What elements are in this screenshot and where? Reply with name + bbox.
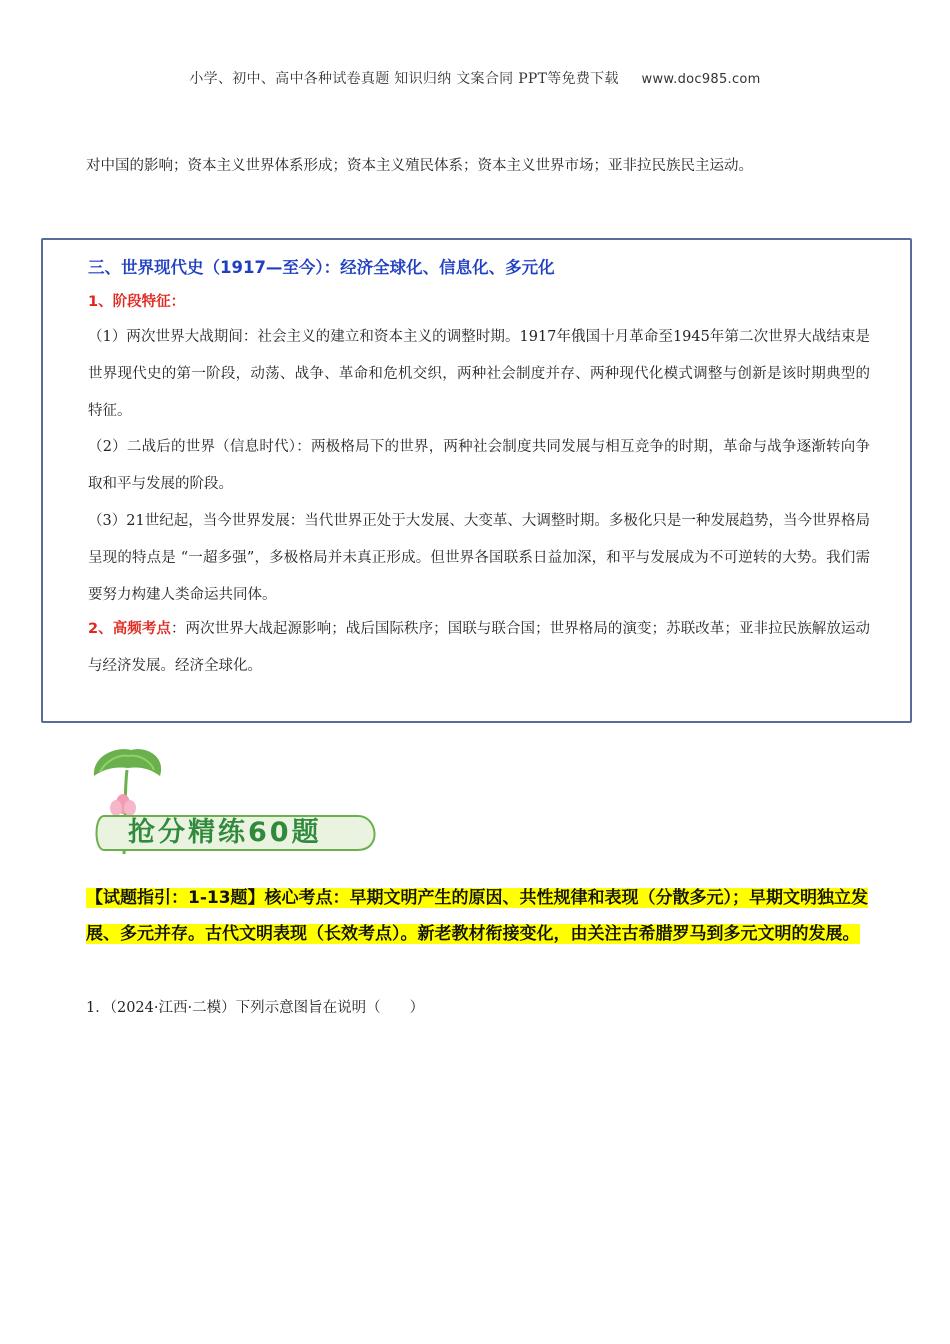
question-guide — [86, 880, 871, 952]
hot-points-label: 2、高频考点 — [88, 621, 171, 637]
section-title: 三、世界现代史（1917—至今）：经济全球化、信息化、多元化 — [88, 258, 555, 277]
section-box — [41, 238, 912, 723]
intro-line: 对中国的影响；资本主义世界体系形成；资本主义殖民体系；资本主义世界市场；亚非拉民族民主运动。 — [86, 158, 753, 174]
banner-title: 抢分精练60题 — [128, 817, 322, 848]
header-url[interactable]: www.doc985.com — [641, 72, 761, 87]
header-text: 小学、初中、高中各种试卷真题 知识归纳 文案合同 PPT等免费下载 — [189, 71, 619, 87]
paragraph-1: （1）两次世界大战期间：社会主义的建立和资本主义的调整时期。1917年俄国十月革命至1945年第二次世界大战结束是世界现代史的第一阶段，动荡、战争、革命和危机交织，两种社会制度并存、两种现代化模式调整与创新是该时期典型的特征。 — [88, 329, 870, 419]
paragraph-hot-points — [88, 611, 870, 685]
paragraph-3: （3）21世纪起，当今世界发展：当代世界正处于大发展、大变革、大调整时期。多极化只是一种发展趋势，当今世界格局呈现的特点是 “一超多强”，多极格局并未真正形成。但世界各国联系日益加深，和平与发展成为不可逆转的大势。我们需要努力构建人类命运共同体。 — [88, 513, 870, 603]
page-header — [0, 68, 950, 88]
paragraph-2: （2）二战后的世界（信息时代）：两极格局下的世界，两种社会制度共同发展与相互竞争的时期，革命与战争逐渐转向争取和平与发展的阶段。 — [88, 439, 870, 492]
question-1: 1．（2024·江西·二模）下列示意图旨在说明（ ） — [86, 1000, 425, 1016]
guide-highlight: 【试题指引：1-13题】核心考点：早期文明产生的原因、共性规律和表现（分散多元）；早期文明独立发展、多元并存。古代文明表现（长效考点）。新老教材衔接变化，由关注古希腊罗马到多元文明的发展。 — [86, 888, 869, 944]
stage-features-label: 1、阶段特征： — [88, 294, 186, 310]
hot-points-text: ：两次世界大战起源影响；战后国际秩序；国联与联合国；世界格局的演变；苏联改革；亚非拉民族解放运动与经济发展。经济全球化。 — [88, 621, 871, 674]
